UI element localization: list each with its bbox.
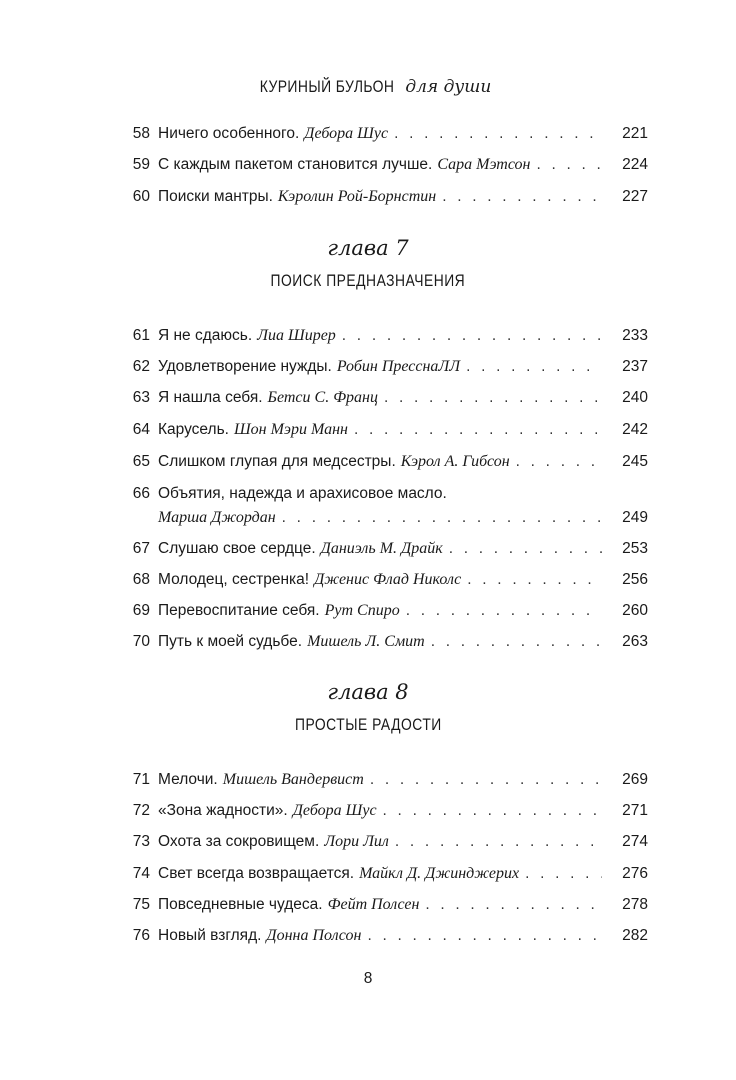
entry-title: Молодец, сестренка! xyxy=(158,571,310,588)
toc-entry[interactable] xyxy=(0,862,736,886)
entry-page: 242 xyxy=(622,421,648,438)
toc-entry[interactable] xyxy=(0,418,736,442)
entry-page: 260 xyxy=(622,602,648,619)
entry-title: Мелочи. xyxy=(158,771,218,788)
entry-author: Марша Джордан xyxy=(158,509,276,526)
leader-dots xyxy=(395,830,602,854)
entry-page: 249 xyxy=(622,509,648,526)
entry-title: Ничего особенного. xyxy=(158,125,300,142)
entry-number: 72 xyxy=(132,802,150,819)
entry-number: 69 xyxy=(132,602,150,619)
entry-title: Новый взгляд. xyxy=(158,927,262,944)
leader-dots xyxy=(342,324,602,348)
entry-title: Слишком глупая для медсестры. xyxy=(158,453,396,470)
entry-author: Мишель Л. Смит xyxy=(307,633,425,650)
entry-page: 278 xyxy=(622,896,648,913)
leader-dots xyxy=(516,450,602,474)
toc-entry[interactable] xyxy=(0,450,736,474)
entry-page: 282 xyxy=(622,927,648,944)
entry-title: Охота за сокровищем. xyxy=(158,833,320,850)
entry-page: 271 xyxy=(622,802,648,819)
leader-dots xyxy=(536,153,602,177)
entry-author: Донна Полсон xyxy=(266,927,362,944)
leader-dots xyxy=(367,924,602,948)
toc-entry[interactable] xyxy=(0,185,736,209)
entry-number: 70 xyxy=(132,633,150,650)
toc-entry[interactable] xyxy=(0,537,736,561)
entry-title: Свет всегда возвращается. xyxy=(158,865,355,882)
entry-page: 233 xyxy=(622,327,648,344)
entry-author: Рут Спиро xyxy=(324,602,400,619)
entry-number: 68 xyxy=(132,571,150,588)
leader-dots xyxy=(466,355,602,379)
entry-title: Удовлетворение нужды. xyxy=(158,358,332,375)
entry-number: 73 xyxy=(132,833,150,850)
toc-entry[interactable] xyxy=(0,153,736,177)
entry-author: Робин ПресснаЛЛ xyxy=(336,358,461,375)
entry-title: «Зона жадности». xyxy=(158,802,288,819)
entry-page: 237 xyxy=(622,358,648,375)
entry-page: 263 xyxy=(622,633,648,650)
entry-title: Поиски мантры. xyxy=(158,188,273,205)
running-header xyxy=(0,76,736,99)
entry-number: 67 xyxy=(132,540,150,557)
entry-author: Дженис Флад Николс xyxy=(314,571,462,588)
entry-number: 66 xyxy=(132,485,150,502)
leader-dots xyxy=(425,893,602,917)
toc-entry[interactable] xyxy=(0,355,736,379)
entry-title: С каждым пакетом становится лучше. xyxy=(158,156,433,173)
leader-dots xyxy=(354,418,602,442)
entry-title: Я не сдаюсь. xyxy=(158,327,253,344)
entry-author: Сара Мэтсон xyxy=(437,156,531,173)
chapter-8-label: глава 8 xyxy=(327,680,409,704)
chapter-8-title: ПРОСТЫЕ РАДОСТИ xyxy=(294,716,442,734)
entry-number: 76 xyxy=(132,927,150,944)
entry-page: 274 xyxy=(622,833,648,850)
toc-entry[interactable] xyxy=(0,830,736,854)
toc-entry-continuation[interactable] xyxy=(0,506,736,530)
entry-page: 276 xyxy=(622,865,648,882)
entry-author: Дебора Шус xyxy=(292,802,377,819)
leader-dots xyxy=(467,568,602,592)
entry-author: Лиа Ширер xyxy=(257,327,336,344)
entry-number: 58 xyxy=(132,125,150,142)
entry-title: Перевоспитание себя. xyxy=(158,602,320,619)
leader-dots xyxy=(370,768,602,792)
entry-number: 71 xyxy=(132,771,150,788)
book-title-script: для души xyxy=(405,77,492,97)
entry-title: Повседневные чудеса. xyxy=(158,896,323,913)
leader-dots xyxy=(282,506,602,530)
entry-title: Я нашла себя. xyxy=(158,389,263,406)
leader-dots xyxy=(383,799,602,823)
page-number: 8 xyxy=(363,970,373,987)
entry-number: 75 xyxy=(132,896,150,913)
entry-author: Дебора Шус xyxy=(304,125,389,142)
entry-number: 64 xyxy=(132,421,150,438)
entry-page: 256 xyxy=(622,571,648,588)
leader-dots xyxy=(449,537,602,561)
entry-title: Путь к моей судьбе. xyxy=(158,633,303,650)
toc-entry[interactable] xyxy=(0,386,736,410)
entry-author: Шон Мэри Манн xyxy=(233,421,348,438)
entry-page: 245 xyxy=(622,453,648,470)
leader-dots xyxy=(394,122,602,146)
entry-number: 65 xyxy=(132,453,150,470)
entry-author: Фейт Полсен xyxy=(327,896,420,913)
chapter-7-label: глава 7 xyxy=(327,236,409,260)
entry-number: 60 xyxy=(132,188,150,205)
toc-entry[interactable] xyxy=(0,768,736,792)
entry-number: 61 xyxy=(132,327,150,344)
entry-author: Майкл Д. Джинджерих xyxy=(359,865,520,882)
leader-dots xyxy=(525,862,602,886)
leader-dots xyxy=(406,599,602,623)
entry-number: 62 xyxy=(132,358,150,375)
entry-page: 269 xyxy=(622,771,648,788)
entry-title: Карусель. xyxy=(158,421,229,438)
entry-page: 221 xyxy=(622,125,648,142)
leader-dots xyxy=(384,386,602,410)
entry-number: 74 xyxy=(132,865,150,882)
entry-title: Слушаю свое сердце. xyxy=(158,540,316,557)
entry-number: 59 xyxy=(132,156,150,173)
entry-number: 63 xyxy=(132,389,150,406)
toc-entry[interactable] xyxy=(0,324,736,348)
toc-entry[interactable] xyxy=(0,799,736,823)
entry-author: Даниэль М. Драйк xyxy=(320,540,443,557)
entry-author: Кэролин Рой-Борнстин xyxy=(277,188,437,205)
toc-entry[interactable] xyxy=(0,568,736,592)
book-title: КУРИНЫЙ БУЛЬОН xyxy=(259,77,395,96)
toc-entry[interactable] xyxy=(0,122,736,146)
entry-page: 227 xyxy=(622,188,648,205)
entry-page: 253 xyxy=(622,540,648,557)
entry-page: 224 xyxy=(622,156,648,173)
toc-entry[interactable] xyxy=(0,630,736,654)
entry-author: Кэрол А. Гибсон xyxy=(400,453,510,470)
toc-entry[interactable] xyxy=(0,924,736,948)
entry-title: Объятия, надежда и арахисовое масло. xyxy=(158,485,447,502)
leader-dots xyxy=(442,185,602,209)
toc-entry[interactable] xyxy=(0,599,736,623)
chapter-7-title: ПОИСК ПРЕДНАЗНАЧЕНИЯ xyxy=(270,272,466,290)
entry-author: Лори Лил xyxy=(324,833,389,850)
toc-entry-multiline[interactable] xyxy=(0,482,736,506)
toc-entry[interactable] xyxy=(0,893,736,917)
leader-dots xyxy=(431,630,602,654)
entry-author: Бетси С. Франц xyxy=(267,389,378,406)
entry-page: 240 xyxy=(622,389,648,406)
entry-author: Мишель Вандервист xyxy=(222,771,364,788)
